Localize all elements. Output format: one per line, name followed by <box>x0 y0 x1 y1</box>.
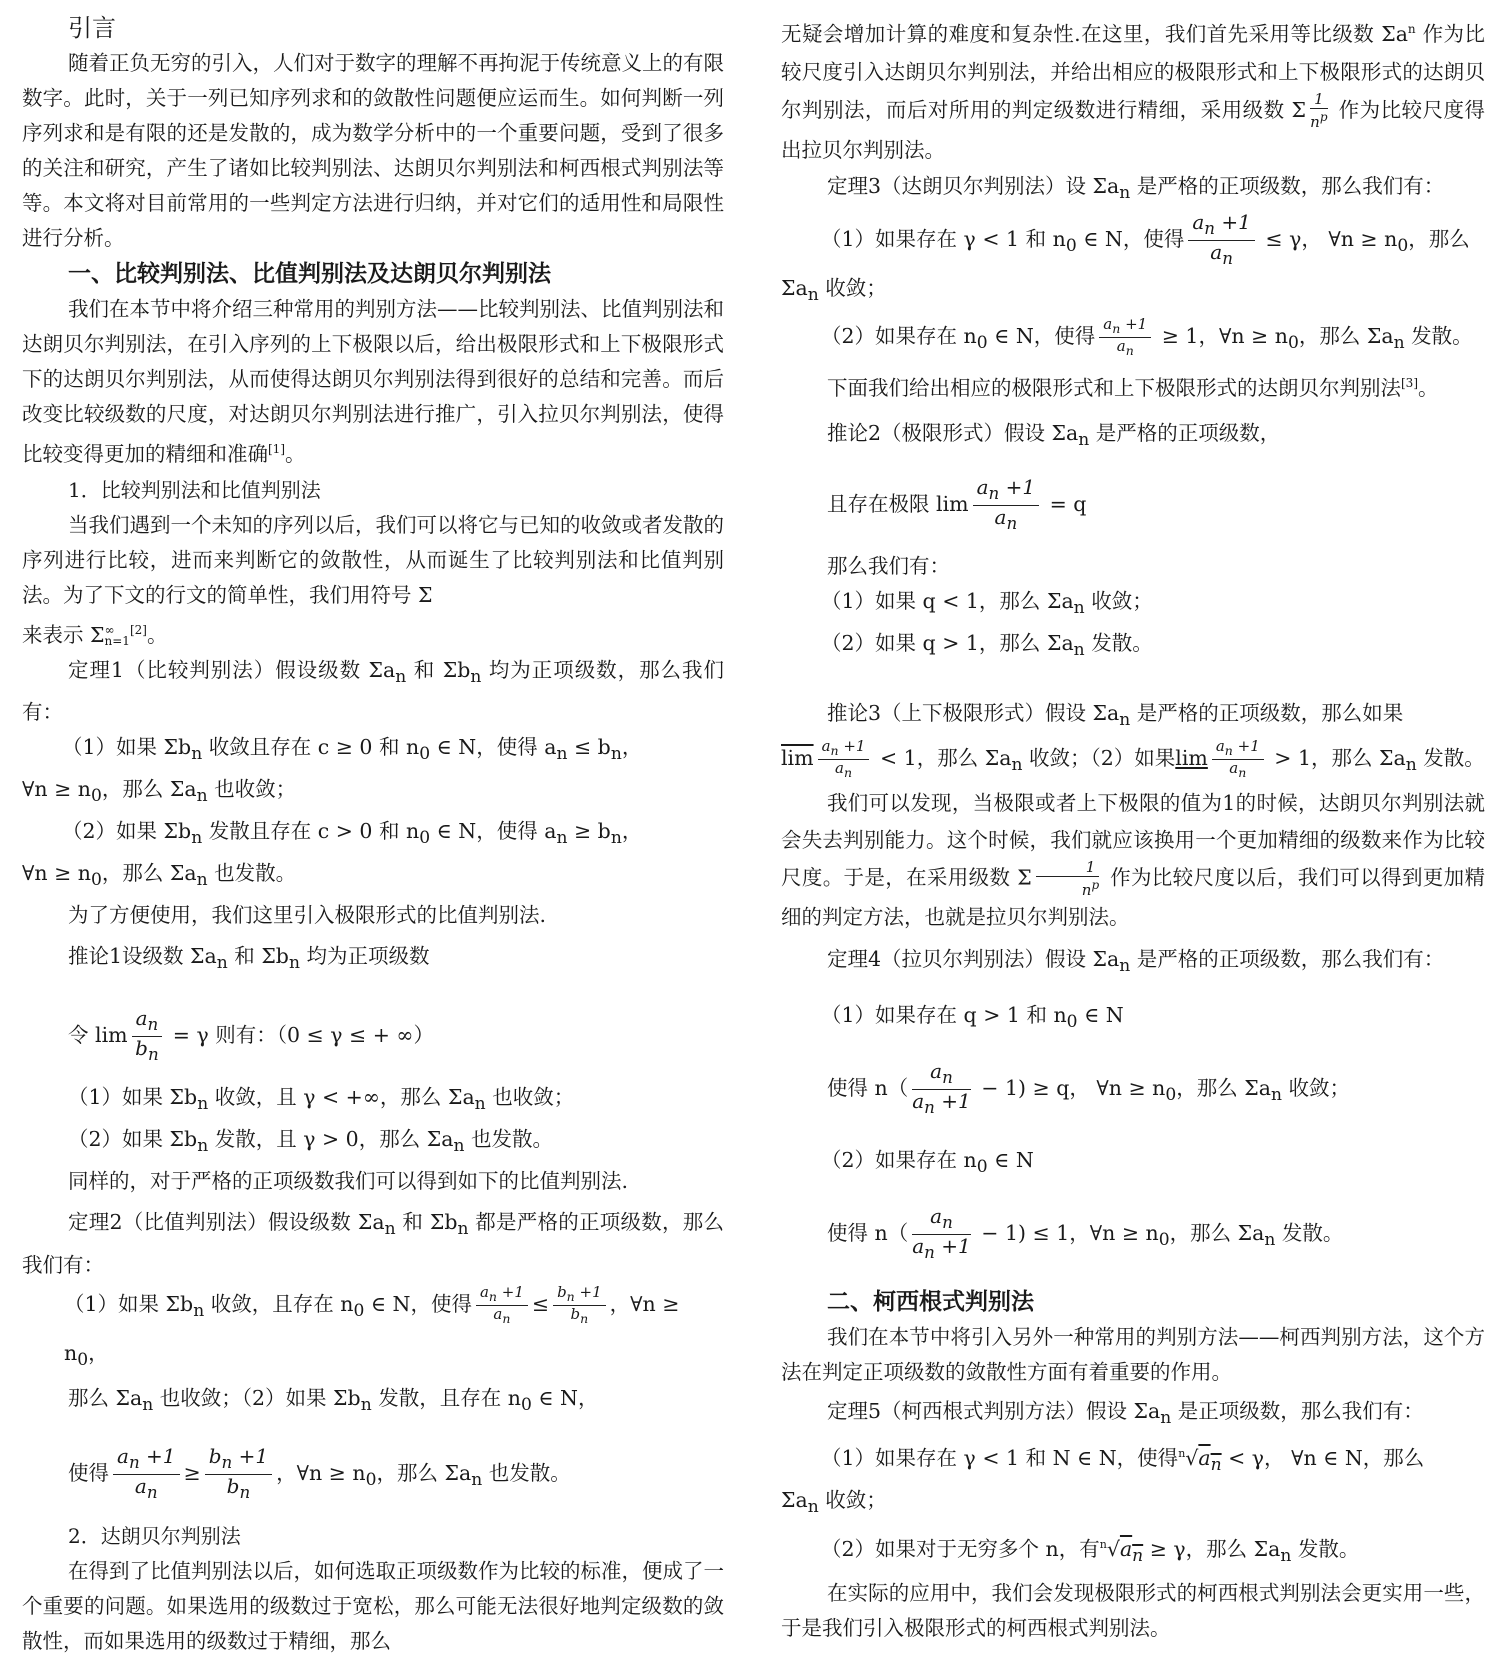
subheading-2: 2．达朗贝尔判别法 <box>68 1523 241 1548</box>
theorem-1-item-2: （2）如果 $\Sigma b_n$ 发散且存在 c > 0 和 $n_0$ ∈ N，使得 $a_n \ge b_n$， <box>62 818 643 849</box>
paragraph-ratio-intro: 为了方便使用，我们这里引入极限形式的比值判别法. <box>68 903 547 928</box>
theorem-1: 定理1（比较判别法）假设级数 $\Sigma a_n$ 和 $\Sigma b_n$ 均为正项级数，那么我们有： <box>22 657 724 724</box>
corollary-3: 推论3（上下极限形式）假设 $\Sigma a_n$ 是严格的正项级数，那么如果 <box>827 700 1404 730</box>
citation-1: [1] <box>268 442 285 456</box>
citation-2: [2] <box>129 622 147 637</box>
paragraph-final: 在实际的应用中，我们会发现极限形式的柯西根式判别法会更实用一些，于是我们引入极限形式的柯西根式判别法。 <box>781 1581 1485 1641</box>
citation-3: [3] <box>1401 375 1418 390</box>
theorem-4-item-1: （1）如果存在 q > 1 和 $n_0$ ∈ N <box>821 1003 1124 1033</box>
theorem-4: 定理4（拉贝尔判别法）假设 $\Sigma a_n$ 是严格的正项级数，那么我们有： <box>827 947 1445 977</box>
section-heading-1: 一、比较判别法、比值判别法及达朗贝尔判别法 <box>68 261 551 287</box>
subheading-1: 1．比较判别法和比值判别法 <box>68 477 321 502</box>
corollary-1-item-1: （1）如果 $\Sigma b_n$ 收敛，且 γ < +∞，那么 $\Sigma a_n$ 也收敛； <box>68 1085 575 1115</box>
paragraph-sub-1: 当我们遇到一个未知的序列以后，我们可以将它与已知的收敛或者发散的序列进行比较，进而来判断它的敛散性，从而诞生了比较判别法和比值判别法。为了下文的行文的简单性，我们用符号 Σ <box>22 512 724 607</box>
theorem-3-item-1: （1）如果存在 γ < 1 和 $n_0$ ∈ N，使得 $\frac{a_n +1}{a_n}$ ≤ γ， ∀n ≥ $n_0$，那么 <box>821 210 1470 269</box>
theorem-3-item-2: （2）如果存在 $n_0$ ∈ N，使得 $\frac{a_n +1}{a_n}$ ≥ 1，∀n ≥ $n_0$，那么 $\Sigma a_n$ 发散。 <box>821 314 1473 358</box>
theorem-4-item-2: （2）如果存在 $n_0$ ∈ N <box>821 1148 1034 1178</box>
theorem-2-item-1-cont: 那么 $\Sigma a_n$ 也收敛；（2）如果 $\Sigma b_n$ 发散，且存在 $n_0$ ∈ N， <box>68 1385 599 1415</box>
paragraph-intro: 随着正负无穷的引入，人们对于数字的理解不再拘泥于传统意义上的有限数字。此时，关于一列已知序列求和的敛散性问题便应运而生。如何判断一列序列求和是有限的还是发散的，成为数学分析中的一个重要问题，受到了很多的关注和研究，产生了诸如比较判别法、达朗贝尔判别法和柯西根式判别法等等。本文将对目前常用的一些判定方法进行归纳，并对它们的适用性和局限性进行分析。 <box>22 51 724 250</box>
sum-notation-line: 来表示 Σ ∞ n=1 [2]。 <box>22 622 168 649</box>
paragraph-continued: 无疑会增加计算的难度和复杂性.在这里，我们首先采用等比级数 $\Sigma a^n$ 作为比较尺度引入达朗贝尔判别法，并给出相应的极限形式和上下极限形式的达朗贝尔判别法，而后对所用的判定级数进行精细，采用级数 Σ $\frac{1}{n^p}$ 作为比较尺度得出拉贝尔判别法。 <box>781 21 1485 163</box>
left-column <box>22 10 724 1659</box>
corollary-2: 推论2（极限形式）假设 $\Sigma a_n$ 是严格的正项级数， <box>827 420 1281 450</box>
theorem-3-item-1-cont: $\Sigma a_n$ 收敛； <box>781 275 887 305</box>
theorem-5: 定理5（柯西根式判别方法）假设 $\Sigma a_n$ 是正项级数，那么我们有： <box>827 1399 1424 1429</box>
paragraph-limit: 我们可以发现，当极限或者上下极限的值为1的时候，达朗贝尔判别法就会失去判别能力。这个时候，我们就应该换用一个更加精细的级数来作为比较尺度。于是，在采用级数 Σ $\frac{1}{n^p}$ 作为比较尺度以后，我们可以得到更加精细的判定方法，也就是拉贝尔判别法。 <box>781 791 1486 929</box>
paragraph-sub-2: 在得到了比值判别法以后，如何选取正项级数作为比较的标准，便成了一个重要的问题。如果选用的级数过于宽松，那么可能无法很好地判定级数的敛散性，而如果选用的级数过于精细，那么 <box>22 1558 724 1653</box>
theorem-5-item-1-cont: $\Sigma a_n$ 收敛； <box>781 1488 887 1518</box>
theorem-2-formula: 使得 $\frac{a_n +1}{a_n}$ ≥ $\frac{b_n +1}{b_n}$ ，∀n ≥ $n_0$，那么 $\Sigma a_n$ 也发散。 <box>68 1443 571 1502</box>
theorem-5-item-2: （2）如果对于无穷多个 n，有$^n√a_n \ge \gamma$，那么 $\Sigma a_n$ 发散。 <box>821 1537 1360 1567</box>
theorem-3: 定理3（达朗贝尔判别法）设 $\Sigma a_n$ 是严格的正项级数，那么我们有： <box>827 174 1445 204</box>
corollary-1: 推论1设级数 $\Sigma a_n$ 和 $\Sigma b_n$ 均为正项级数 <box>68 944 430 974</box>
corollary-2-formula: 且存在极限 lim $\frac{a_n +1}{a_n}$ = q <box>827 474 1087 533</box>
corollary-2-item-2: （2）如果 q > 1，那么 $\Sigma a_n$ 发散。 <box>821 630 1153 660</box>
theorem-4-formula-2: 使得 n（ $\frac{a_n}{a_n +1}$ − 1) ≤ 1，∀n ≥ $n_0$，那么 $\Sigma a_n$ 发散。 <box>827 1204 1344 1263</box>
corollary-2-item-1: （1）如果 q < 1，那么 $\Sigma a_n$ 收敛； <box>821 588 1153 618</box>
section-heading-2: 二、柯西根式判别法 <box>827 1289 1034 1316</box>
paragraph-next: 下面我们给出相应的极限形式和上下极限形式的达朗贝尔判别法[3]。 <box>827 375 1439 400</box>
corollary-2-then: 那么我们有： <box>827 553 950 578</box>
theorem-2-item-1: （1）如果 $\Sigma b_n$ 收敛，且存在 $n_0$ ∈ N，使得 $\frac{a_n +1}{a_n}$ ≤ $\frac{b_n +1}{b_n}$ ，∀n ≥ $n_0$， <box>64 1282 680 1370</box>
section-heading-intro: 引言 <box>68 14 116 42</box>
paragraph-section-1: 我们在本节中将介绍三种常用的判别方法——比较判别法、比值判别法和达朗贝尔判别法，在引入序列的上下极限以后，给出极限形式和上下极限形式下的达朗贝尔判别法，从而使得达朗贝尔判别法得到很好的总结和完善。而后改变比较级数的尺度，对达朗贝尔判别法进行推广，引入拉贝尔判别法，使得比较变得更加的精细和准确[1]。 <box>22 297 724 466</box>
paragraph-section-2: 我们在本节中将引入另外一种常用的判别方法——柯西判别方法，这个方法在判定正项级数的敛散性方面有着重要的作用。 <box>781 1325 1485 1385</box>
theorem-1-item-1-cont: ∀n ≥ $n_0$，那么 $\Sigma a_n$ 也收敛； <box>22 776 297 806</box>
theorem-1-item-1: （1）如果 $\Sigma b_n$ 收敛且存在 c ≥ 0 和 $n_0$ ∈ N，使得 $a_n \le b_n$， <box>62 734 643 764</box>
theorem-2: 定理2（比值判别法）假设级数 $\Sigma a_n$ 和 $\Sigma b_n$ 都是严格的正项级数，那么我们有： <box>22 1210 725 1277</box>
theorem-1-item-2-cont: ∀n ≥ $n_0$，那么 $\Sigma a_n$ 也发散。 <box>22 861 297 891</box>
theorem-5-item-1: （1）如果存在 γ < 1 和 N ∈ N，使得$^n√a_n < \gamma$， ∀n ∈ N，那么 <box>821 1446 1425 1476</box>
corollary-1-item-2: （2）如果 $\Sigma b_n$ 发散，且 γ > 0，那么 $\Sigma a_n$ 也发散。 <box>68 1127 553 1157</box>
corollary-3-cont: $\overline{lim}$ $\frac{a_n +1}{a_n}$ < 1，那么 $\Sigma a_n$ 收敛；（2）如果lim $\frac{a_n +1}{a_n}$ > 1，那么 $\Sigma a_n$ 发散。 <box>781 736 1485 780</box>
theorem-4-formula-1: 使得 n（ $\frac{a_n}{a_n +1}$ − 1) ≥ q， ∀n ≥ $n_0$，那么 $\Sigma a_n$ 收敛； <box>827 1059 1350 1118</box>
right-column <box>781 10 1485 1646</box>
corollary-1-formula: 令 lim $\frac{a_n}{b_n}$ = γ 则有：（0 ≤ γ ≤ + ∞） <box>68 1006 434 1065</box>
paragraph-similar: 同样的，对于严格的正项级数我们可以得到如下的比值判别法. <box>68 1169 629 1194</box>
